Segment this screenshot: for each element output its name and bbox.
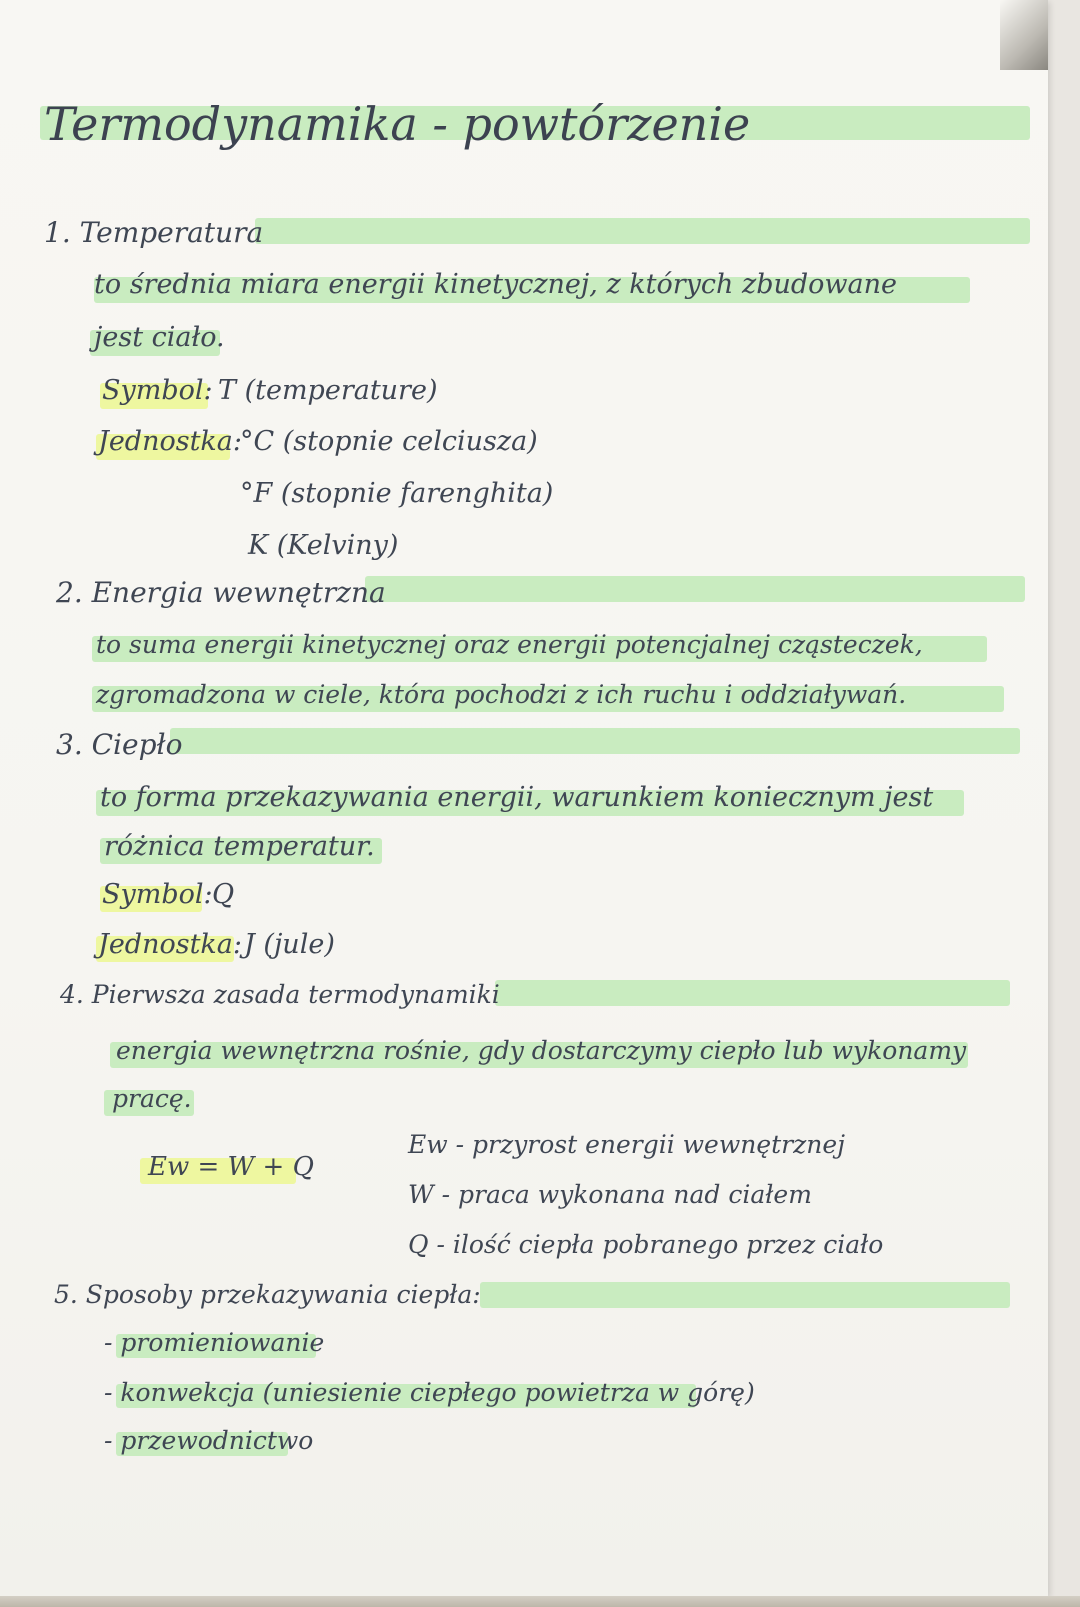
- symbol-label: Symbol:: [102, 879, 213, 910]
- symbol-value: T (temperature): [218, 375, 438, 406]
- unit-value: °C (stopnie celciusza): [240, 426, 538, 457]
- section-text-line: różnica temperatur.: [104, 831, 375, 862]
- section-text-line: to suma energii kinetycznej oraz energii potencjalnej cząsteczek,: [96, 630, 923, 659]
- unit-label: Jednostka:: [98, 426, 242, 457]
- unit-value: J (jule): [244, 929, 335, 960]
- section-text-line: zgromadzona w ciele, która pochodzi z ich ruchu i oddziaływań.: [96, 680, 907, 709]
- section-text-line: pracę.: [112, 1084, 192, 1113]
- section-text-line: to forma przekazywania energii, warunkiem koniecznym jest: [100, 782, 934, 813]
- list-item: - promieniowanie: [104, 1328, 325, 1357]
- section-heading-cieplo: 3. Ciepło: [56, 728, 183, 761]
- symbol-value: Q: [212, 879, 235, 910]
- unit-value: K (Kelviny): [248, 530, 399, 561]
- heading-highlight: [365, 576, 1025, 602]
- page-title: Termodynamika - powtórzenie: [44, 97, 751, 151]
- section-text-line: to średnia miara energii kinetycznej, z których zbudowane: [94, 269, 897, 300]
- page-corner-shadow: [1000, 0, 1048, 70]
- section-text-line: energia wewnętrzna rośnie, gdy dostarczymy ciepło lub wykonamy: [116, 1036, 967, 1065]
- list-item: - przewodnictwo: [104, 1426, 314, 1455]
- unit-value: °F (stopnie farenghita): [240, 478, 554, 509]
- symbol-label: Symbol:: [102, 375, 213, 406]
- section-text-line: jest ciało.: [94, 322, 225, 353]
- desk-edge: [0, 1596, 1080, 1607]
- heading-highlight: [480, 1282, 1010, 1308]
- list-item: - konwekcja (uniesienie ciepłego powietrza w górę): [104, 1378, 755, 1407]
- section-heading-energia: 2. Energia wewnętrzna: [56, 576, 386, 609]
- legend-line: Q - ilość ciepła pobranego przez ciało: [408, 1230, 884, 1259]
- heading-highlight: [255, 218, 1030, 244]
- legend-line: Ew - przyrost energii wewnętrznej: [408, 1130, 845, 1159]
- unit-label: Jednostka:: [98, 929, 242, 960]
- section-heading-sposoby: 5. Sposoby przekazywania ciepła:: [54, 1280, 481, 1309]
- heading-highlight: [170, 728, 1020, 754]
- legend-line: W - praca wykonana nad ciałem: [408, 1180, 812, 1209]
- section-heading-zasada: 4. Pierwsza zasada termodynamiki: [60, 980, 500, 1009]
- section-heading-temperatura: 1. Temperatura: [44, 216, 264, 249]
- heading-highlight: [495, 980, 1010, 1006]
- formula: Ew = W + Q: [148, 1152, 314, 1182]
